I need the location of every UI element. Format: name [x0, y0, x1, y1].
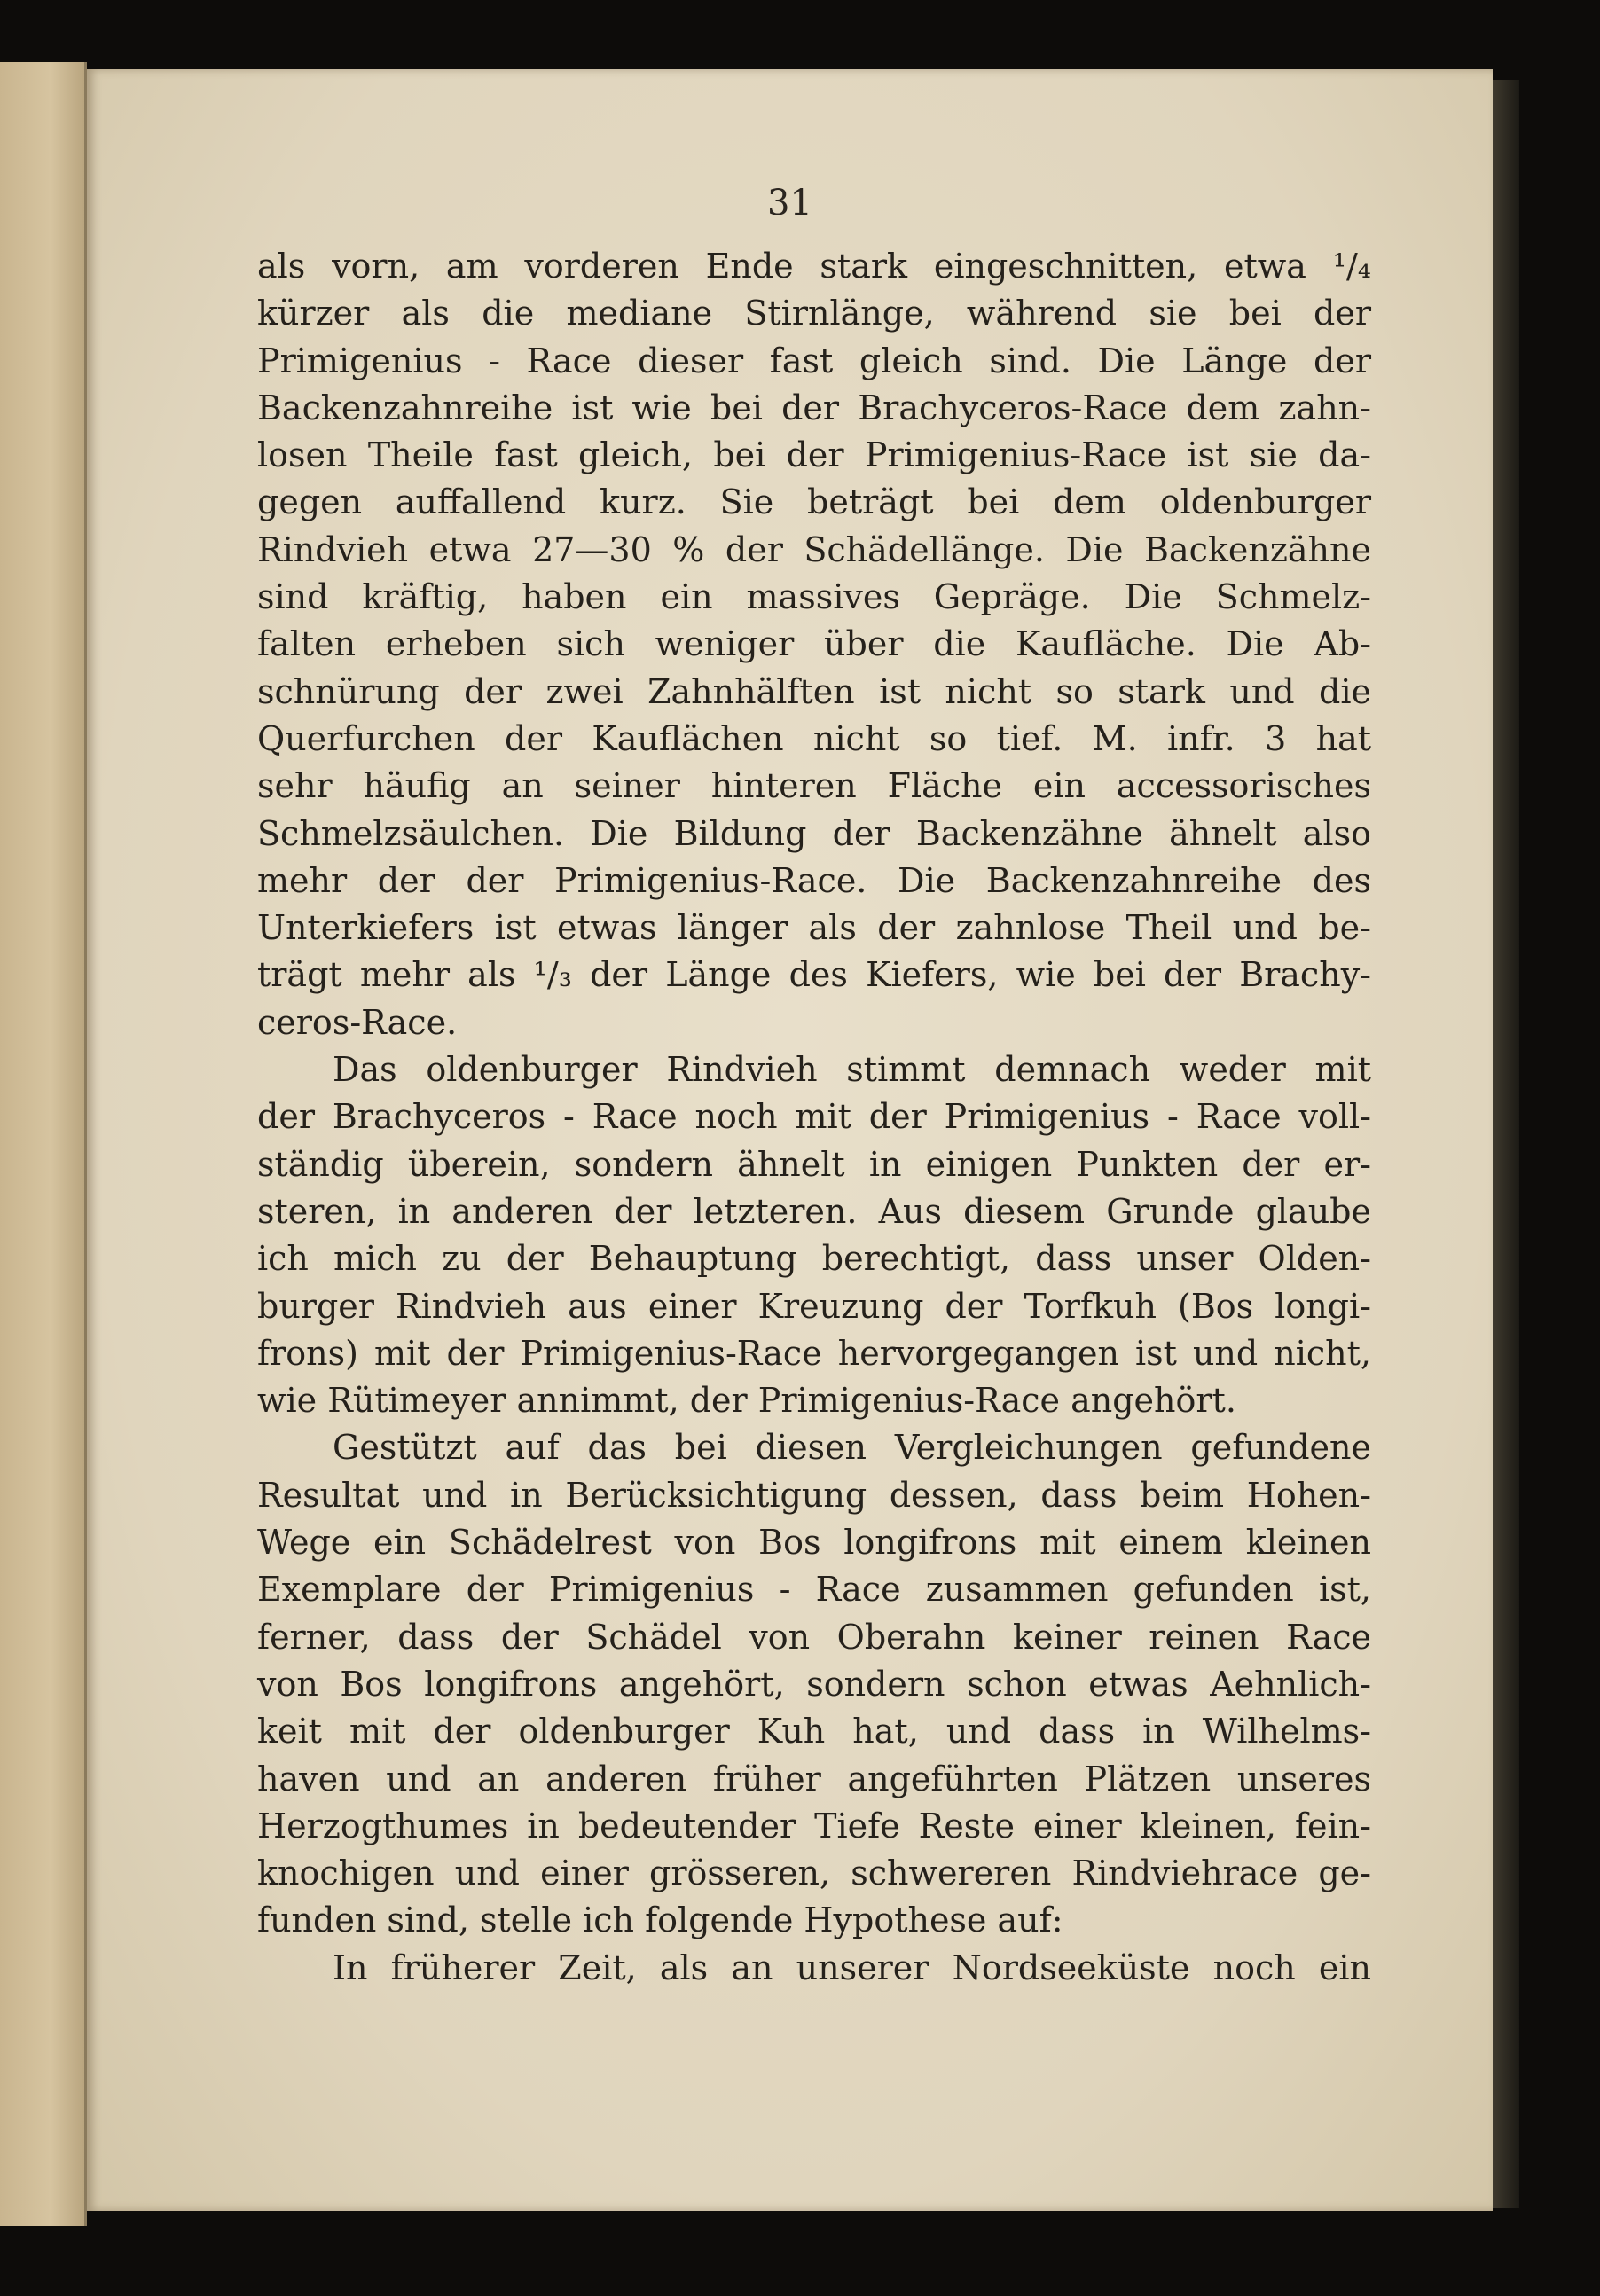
text-line: steren, in anderen der letzteren. Aus diesem Grunde glaube	[257, 1191, 1371, 1231]
text-line: Primigenius - Race dieser fast gleich sind. Die Länge der	[257, 341, 1371, 380]
text-line: falten erheben sich weniger über die Kaufläche. Die Ab-	[257, 624, 1371, 664]
text-line: In früherer Zeit, als an unserer Nordseeküste noch ein	[333, 1947, 1371, 1987]
text-line: funden sind, stelle ich folgende Hypothese auf:	[257, 1900, 1063, 1940]
text-line: Unterkiefers ist etwas länger als der zahnlose Theil und be-	[257, 908, 1371, 948]
text-line: Rindvieh etwa 27—30 % der Schädellänge. Die Backenzähne	[257, 529, 1371, 569]
text-line: frons) mit der Primigenius-Race hervorgegangen ist und nicht,	[257, 1333, 1371, 1373]
text-line: haven und an anderen früher angeführten Plätzen unseres	[257, 1759, 1371, 1798]
text-line: losen Theile fast gleich, bei der Primigenius-Race ist sie da-	[257, 435, 1371, 475]
text-line: gegen auffallend kurz. Sie beträgt bei dem oldenburger	[257, 482, 1371, 522]
text-line: Resultat und in Berücksichtigung dessen, dass beim Hohen-	[257, 1475, 1371, 1515]
text-line: Exemplare der Primigenius - Race zusammen gefunden ist,	[257, 1570, 1371, 1610]
text-line: Wege ein Schädelrest von Bos longifrons mit einem kleinen	[257, 1523, 1371, 1563]
text-line: sind kräftig, haben ein massives Gepräge. Die Schmelz-	[257, 577, 1371, 617]
text-line: von Bos longifrons angehört, sondern schon etwas Aehnlich-	[257, 1664, 1371, 1704]
text-line: trägt mehr als ¹/₃ der Länge des Kiefers, wie bei der Brachy-	[257, 955, 1371, 995]
text-line: keit mit der oldenburger Kuh hat, und dass in Wilhelms-	[257, 1712, 1371, 1751]
text-line: mehr der der Primigenius-Race. Die Backenzahnreihe des	[257, 860, 1371, 900]
text-line: kürzer als die mediane Stirnlänge, während sie bei der	[257, 294, 1371, 333]
text-line: schnürung der zwei Zahnhälften ist nicht so stark und die	[257, 671, 1371, 711]
text-line: Gestützt auf das bei diesen Vergleichungen gefundene	[333, 1428, 1371, 1468]
text-line: wie Rütimeyer annimmt, der Primigenius-Race angehört.	[257, 1381, 1236, 1421]
book-page	[87, 69, 1493, 2211]
text-line: als vorn, am vorderen Ende stark eingeschnitten, etwa ¹/₄	[257, 247, 1371, 286]
text-line: ich mich zu der Behauptung berechtigt, dass unser Olden-	[257, 1239, 1371, 1279]
body-text	[257, 243, 1371, 1992]
text-line: Das oldenburger Rindvieh stimmt demnach weder mit	[333, 1050, 1371, 1090]
text-line: ferner, dass der Schädel von Oberahn keiner reinen Race	[257, 1617, 1371, 1657]
text-line: burger Rindvieh aus einer Kreuzung der Torfkuh (Bos longi-	[257, 1286, 1371, 1326]
text-line: ceros-Race.	[257, 1002, 458, 1042]
page-number: 31	[767, 183, 812, 223]
text-line: sehr häufig an seiner hinteren Fläche ein accessorisches	[257, 766, 1371, 806]
text-line: knochigen und einer grösseren, schwereren Rindviehrace ge-	[257, 1853, 1371, 1893]
text-line: Herzogthumes in bedeutender Tiefe Reste einer kleinen, fein-	[257, 1806, 1371, 1845]
text-line: Querfurchen der Kauflächen nicht so tief. M. infr. 3 hat	[257, 718, 1371, 758]
text-line: der Brachyceros - Race noch mit der Primigenius - Race voll-	[257, 1097, 1371, 1137]
text-line: Schmelzsäulchen. Die Bildung der Backenzähne ähnelt also	[257, 813, 1371, 853]
text-line: ständig überein, sondern ähnelt in einigen Punkten der er-	[257, 1144, 1371, 1184]
left-page-edge	[0, 62, 87, 2226]
text-line: Backenzahnreihe ist wie bei der Brachyceros-Race dem zahn-	[257, 388, 1371, 427]
right-book-edge	[1493, 80, 1519, 2208]
